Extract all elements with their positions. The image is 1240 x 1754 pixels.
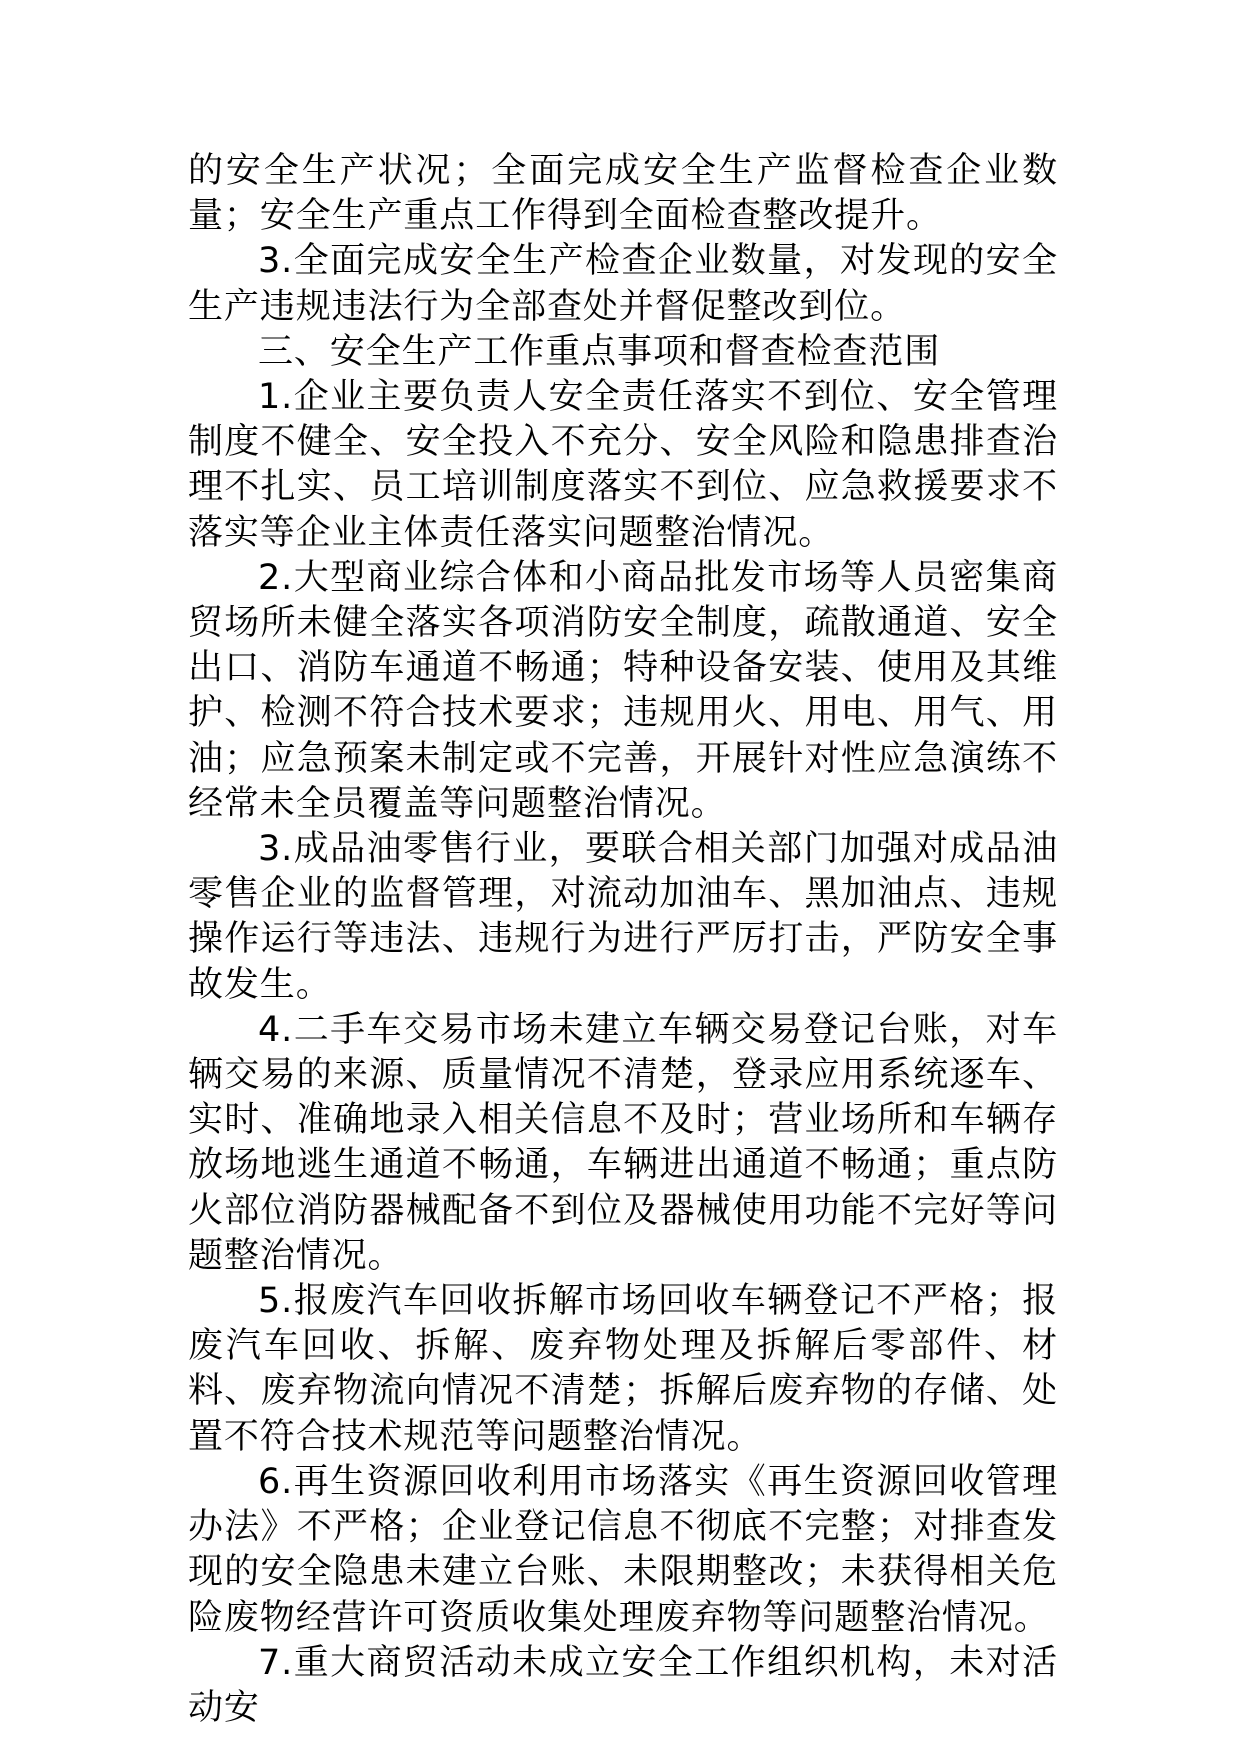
document-page <box>188 149 1058 1731</box>
paragraph-item-2: 2.大型商业综合体和小商品批发市场等人员密集商贸场所未健全落实各项消防安全制度，疏散通道、安全出口、消防车通道不畅通；特种设备安装、使用及其维护、检测不符合技术要求；违规用火、用电、用气、用油；应急预案未制定或不完善，开展针对性应急演练不经常未全员覆盖等问题整治情况。 <box>188 557 1058 824</box>
section-heading-3: 三、安全生产工作重点事项和督查检查范围 <box>258 331 941 372</box>
paragraph-item-7: 7.重大商贸活动未成立安全工作组织机构，未对活动安 <box>188 1642 1058 1728</box>
paragraph-item-3: 3.成品油零售行业，要联合相关部门加强对成品油零售企业的监督管理，对流动加油车、黑加油点、违规操作运行等违法、违规行为进行严厉打击，严防安全事故发生。 <box>188 829 1058 1005</box>
paragraph-continuation: 的安全生产状况；全面完成安全生产监督检查企业数量；安全生产重点工作得到全面检查整改提升。 <box>188 151 1058 237</box>
paragraph-item-1: 1.企业主要负责人安全责任落实不到位、安全管理制度不健全、安全投入不充分、安全风险和隐患排查治理不扎实、员工培训制度落实不到位、应急救援要求不落实等企业主体责任落实问题整治情况。 <box>188 377 1058 553</box>
paragraph-item-5: 5.报废汽车回收拆解市场回收车辆登记不严格；报废汽车回收、拆解、废弃物处理及拆解后零部件、材料、废弃物流向情况不清楚；拆解后废弃物的存储、处置不符合技术规范等问题整治情况。 <box>188 1281 1058 1457</box>
paragraph-item-4: 4.二手车交易市场未建立车辆交易登记台账，对车辆交易的来源、质量情况不清楚，登录应用系统逐车、实时、准确地录入相关信息不及时；营业场所和车辆存放场地逃生通道不畅通，车辆进出通道不畅通；重点防火部位消防器械配备不到位及器械使用功能不完好等问题整治情况。 <box>188 1009 1058 1276</box>
paragraph-item-6: 6.再生资源回收利用市场落实《再生资源回收管理办法》不严格；企业登记信息不彻底不完整；对排查发现的安全隐患未建立台账、未限期整改；未获得相关危险废物经营许可资质收集处理废弃物等问题整治情况。 <box>188 1461 1058 1638</box>
paragraph-item-3-goal: 3.全面完成安全生产检查企业数量，对发现的安全生产违规违法行为全部查处并督促整改到位。 <box>188 241 1058 327</box>
